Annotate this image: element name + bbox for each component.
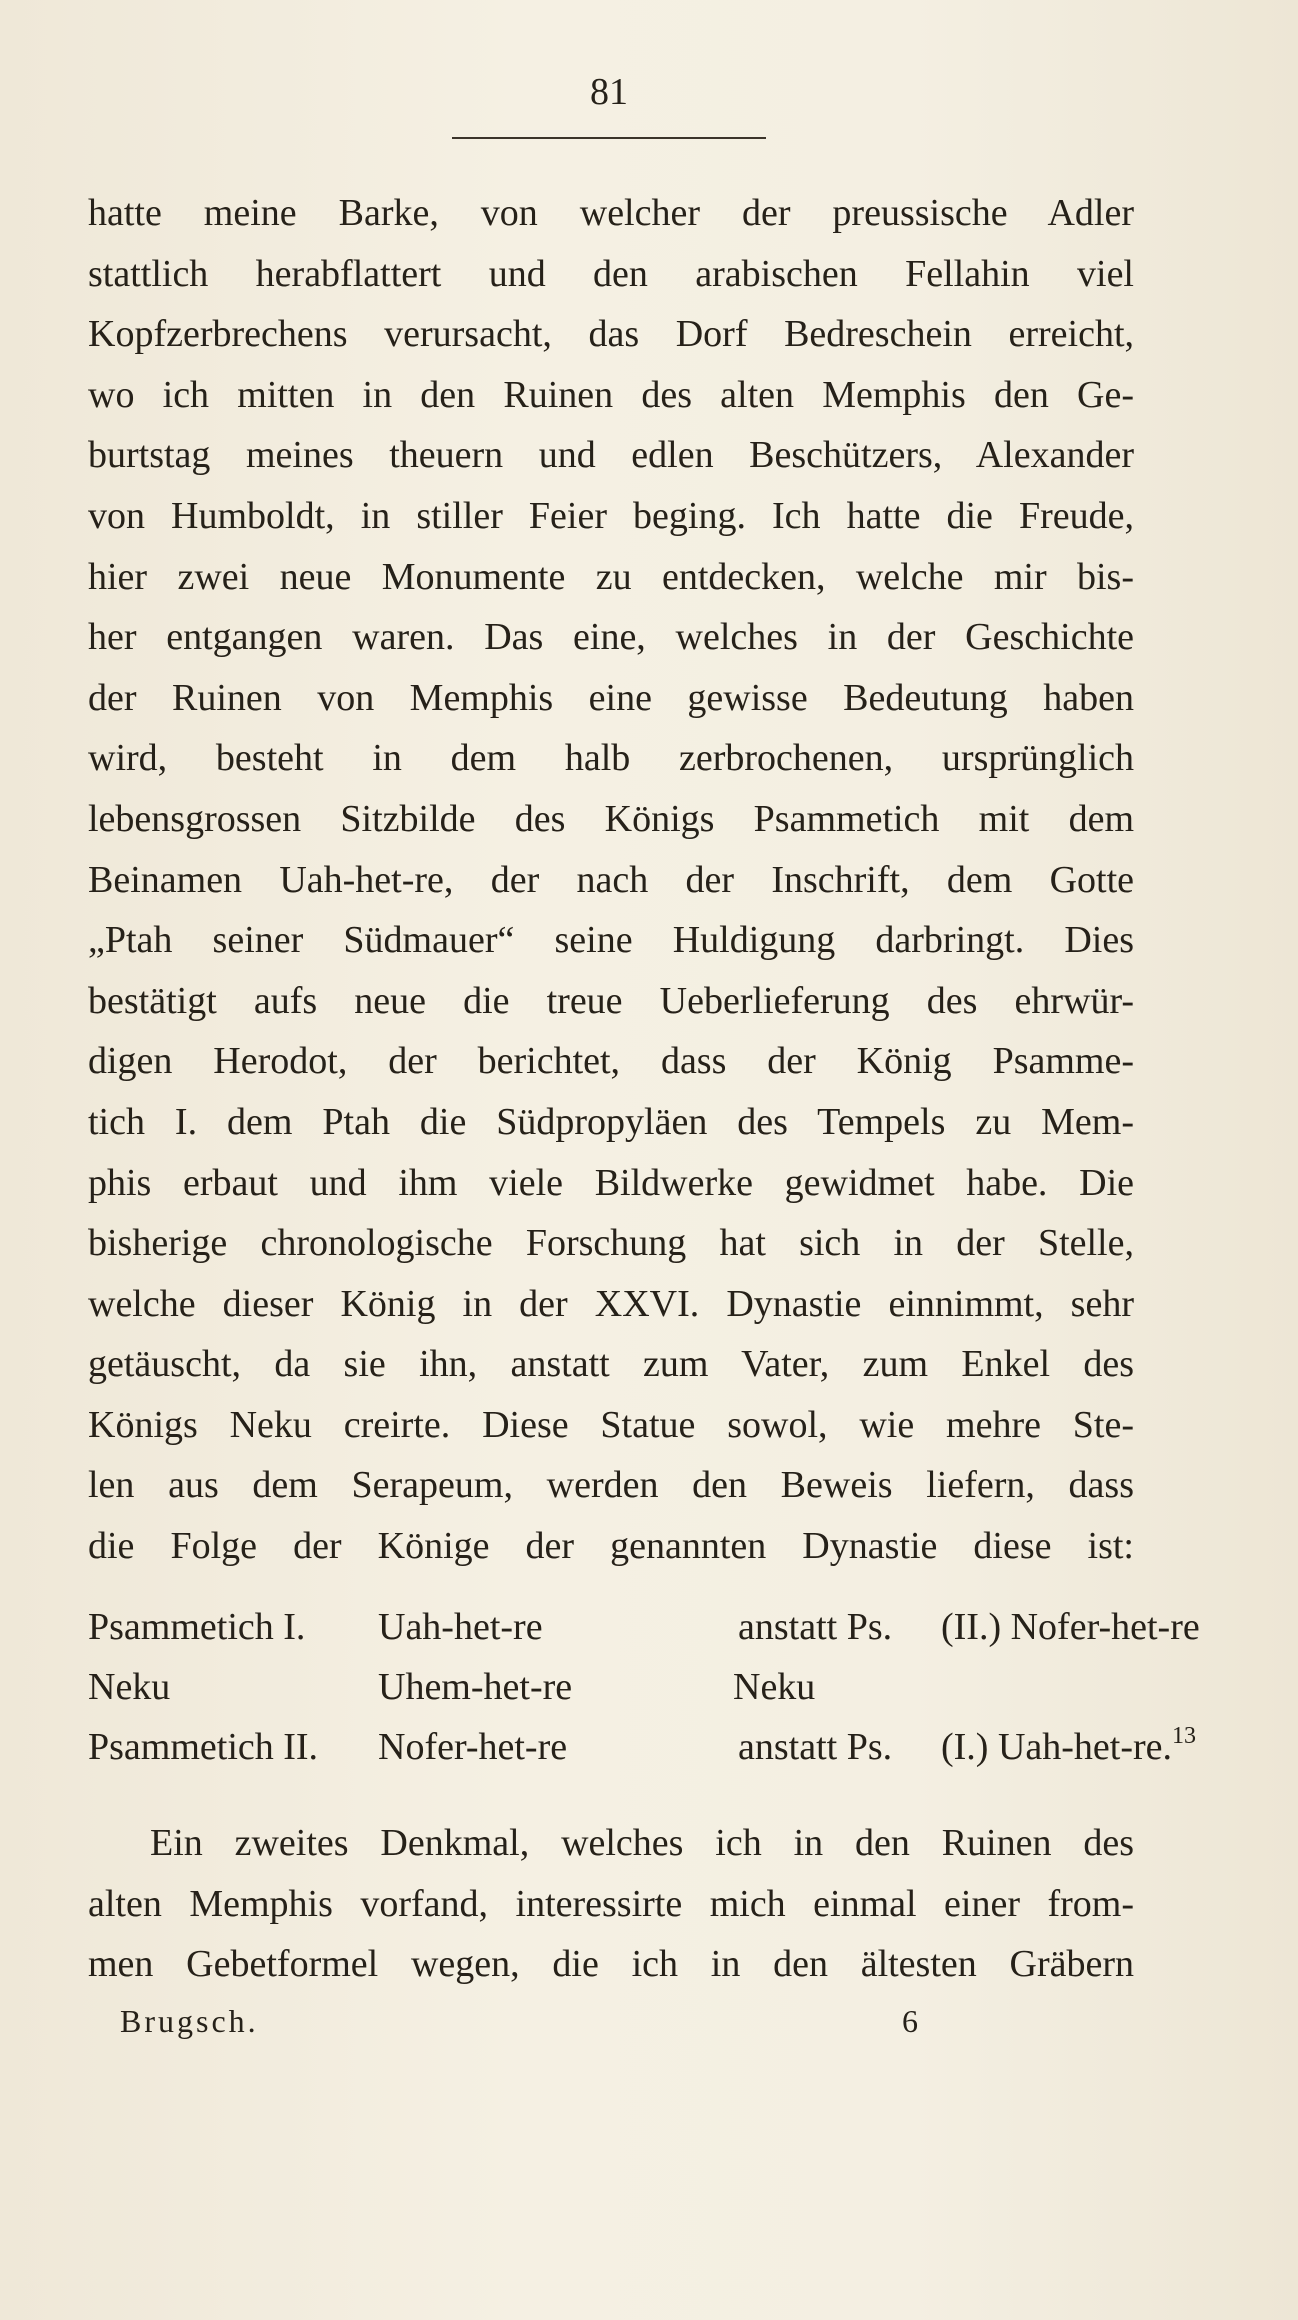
text-line: die Folge der Könige der genannten Dynastie diese ist:: [88, 1525, 1134, 1568]
text-line: men Gebetformel wegen, die ich in den ältesten Gräbern: [88, 1943, 1134, 1986]
instead-label: anstatt Ps.: [738, 1606, 893, 1648]
table-row: [88, 1717, 1197, 1777]
dynasty-table: [88, 1597, 1200, 1777]
table-row: [88, 1657, 1148, 1717]
table-row: [88, 1597, 1200, 1657]
instead-label: anstatt Ps.: [738, 1726, 893, 1768]
text-line: Ein zweites Denkmal, welches ich in den Ruinen des: [150, 1822, 1134, 1864]
text-line: alten Memphis vorfand, interessirte mich einmal einer from-: [88, 1882, 1134, 1925]
text-line: „Ptah seiner Südmauer“ seine Huldigung darbringt. Dies: [88, 919, 1134, 962]
paragraph-2: [88, 1813, 1134, 1995]
text-line: phis erbaut und ihm viele Bildwerke gewidmet habe. Die: [88, 1161, 1134, 1204]
throne-name: Uah-het-re: [378, 1606, 543, 1648]
text-line: Königs Neku creirte. Diese Statue sowol, wie mehre Ste-: [88, 1403, 1134, 1446]
reference-text: (I.) Uah-het-re.: [941, 1726, 1173, 1768]
text-line: von Humboldt, in stiller Feier beging. Ich hatte die Freude,: [88, 494, 1134, 537]
text-line: Beinamen Uah-het-re, der nach der Inschrift, dem Gotte: [88, 858, 1134, 901]
text-line: stattlich herabflattert und den arabischen Fellahin viel: [88, 252, 1134, 295]
text-line: lebensgrossen Sitzbilde des Königs Psammetich mit dem: [88, 797, 1134, 840]
text-line: bisherige chronologische Forschung hat sich in der Stelle,: [88, 1222, 1134, 1265]
footer-author: Brugsch.: [120, 2003, 259, 2039]
text-line: hatte meine Barke, von welcher der preussische Adler: [88, 192, 1134, 234]
text-line: wo ich mitten in den Ruinen des alten Memphis den Ge-: [88, 373, 1134, 416]
throne-name: Nofer-het-re: [378, 1726, 568, 1768]
text-line: hier zwei neue Monumente zu entdecken, welche mir bis-: [88, 555, 1134, 598]
signature-mark: 6: [902, 2003, 918, 2039]
text-line: getäuscht, da sie ihn, anstatt zum Vater, zum Enkel des: [88, 1343, 1134, 1386]
text-line: Kopfzerbrechens verursacht, das Dorf Bedreschein erreicht,: [88, 313, 1134, 356]
reference-name: Neku: [733, 1666, 816, 1708]
king-name: Neku: [88, 1666, 171, 1708]
text-line: digen Herodot, der berichtet, dass der König Psamme-: [88, 1040, 1134, 1083]
text-line: her entgangen waren. Das eine, welches in der Geschichte: [88, 616, 1134, 659]
paragraph-1: [88, 183, 1134, 1577]
text-line: bestätigt aufs neue die treue Ueberlieferung des ehrwür-: [88, 979, 1134, 1022]
header-rule: [452, 137, 766, 139]
page-number: 81: [590, 71, 628, 113]
text-line: tich I. dem Ptah die Südpropyläen des Tempels zu Mem-: [88, 1100, 1134, 1143]
text-line: wird, besteht in dem halb zerbrochenen, ursprünglich: [88, 737, 1134, 780]
reference-name: [941, 1717, 1196, 1777]
page-footer: [0, 2003, 1298, 2053]
king-name: Psammetich I.: [88, 1606, 306, 1648]
text-line: burtstag meines theuern und edlen Beschützers, Alexander: [88, 434, 1134, 477]
text-line: welche dieser König in der XXVI. Dynastie einnimmt, sehr: [88, 1282, 1134, 1325]
king-name: Psammetich II.: [88, 1726, 319, 1768]
reference-name: (II.) Nofer-het-re: [941, 1606, 1200, 1648]
text-line: len aus dem Serapeum, werden den Beweis liefern, dass: [88, 1464, 1134, 1507]
text-line: der Ruinen von Memphis eine gewisse Bedeutung haben: [88, 676, 1134, 719]
throne-name: Uhem-het-re: [378, 1666, 573, 1708]
footnote-marker: 13: [1172, 1723, 1197, 1749]
